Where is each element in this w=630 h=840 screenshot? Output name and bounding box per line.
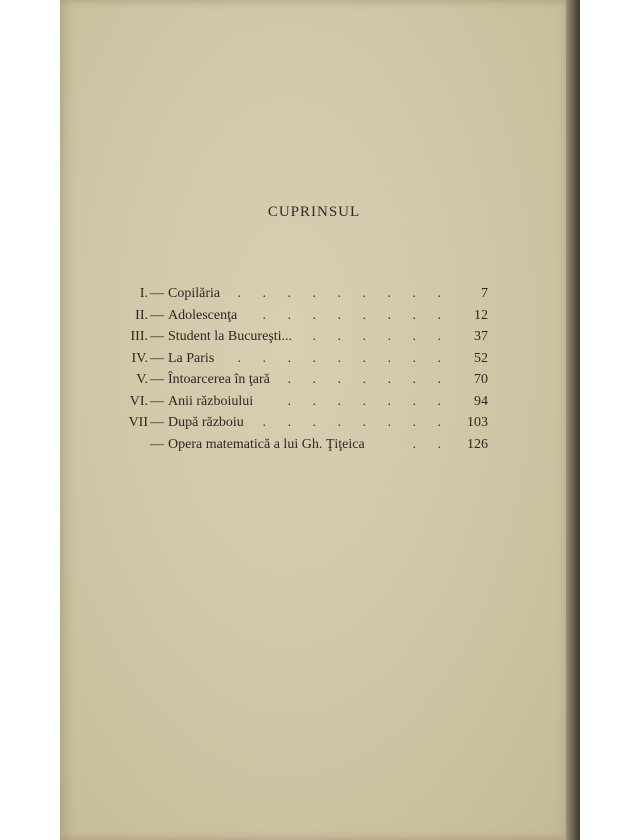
chapter-title-text: După războiu [168, 415, 244, 430]
dot-leader: . . . . . . . [287, 393, 450, 409]
toc-entry-1 [104, 283, 488, 305]
page-number: 7 [481, 286, 488, 301]
toc-entry-6 [104, 391, 488, 413]
chapter-title [150, 326, 292, 348]
dot-leader: . . . . . . . . [262, 307, 450, 323]
chapter-numeral: V. [136, 372, 148, 387]
chapter-title-text: Adolescenţa [168, 307, 238, 323]
chapter-title-text: Întoarcerea în ţară [168, 372, 270, 387]
dash: — [150, 372, 164, 387]
chapter-title [150, 412, 244, 434]
toc-entry-3 [104, 326, 488, 348]
dot-leader: . . . . . . . . [262, 415, 450, 430]
chapter-title [150, 283, 220, 305]
page-number: 37 [474, 329, 488, 344]
chapter-title [150, 369, 270, 391]
chapter-title [150, 391, 253, 413]
page-number: 52 [474, 350, 488, 366]
chapter-title [150, 348, 214, 370]
dash: — [150, 415, 164, 430]
chapter-title [150, 305, 237, 327]
dot-leader: . . . . . . . [287, 372, 450, 387]
page-number: 70 [474, 372, 488, 387]
dash: — [150, 436, 164, 452]
chapter-numeral: III. [130, 329, 148, 344]
toc-entry-4 [104, 348, 488, 370]
dash: — [150, 329, 164, 344]
chapter-numeral: VI. [129, 393, 148, 409]
chapter-title-text: Opera matematică a lui Gh. Ţiţeica [168, 436, 365, 452]
dash: — [150, 393, 164, 409]
chapter-title-text: La Paris [168, 350, 215, 366]
dash: — [150, 350, 164, 366]
page-title: CUPRINSUL [267, 204, 361, 220]
chapter-numeral: IV. [131, 350, 148, 366]
dot-leader: . . . . . . [312, 329, 450, 344]
dot-leader: . . . . . . . . . [237, 350, 450, 366]
chapter-title-text: Student la Bucureşti... [168, 329, 293, 344]
dash: — [150, 307, 164, 323]
toc-entry-2 [104, 305, 488, 327]
page-edge [566, 0, 580, 840]
page-number: 126 [467, 436, 488, 452]
page-number: 12 [474, 307, 488, 323]
toc-entry-5 [104, 369, 488, 391]
dash: — [150, 286, 164, 301]
table-of-contents [104, 283, 488, 455]
toc-entry-7 [104, 412, 488, 434]
chapter-title-text: Copilăria [168, 286, 221, 301]
chapter-numeral: VII [128, 415, 148, 430]
page-number: 94 [474, 393, 488, 409]
dot-leader: . . . . . . . . . [237, 286, 450, 301]
chapter-numeral: II. [135, 307, 148, 323]
dot-leader: . . [412, 436, 450, 452]
chapter-title-text: Anii războiului [168, 393, 254, 409]
page-number: 103 [467, 415, 488, 430]
chapter-title [150, 434, 365, 456]
toc-entry-8 [104, 434, 488, 456]
chapter-numeral: I. [139, 286, 148, 301]
